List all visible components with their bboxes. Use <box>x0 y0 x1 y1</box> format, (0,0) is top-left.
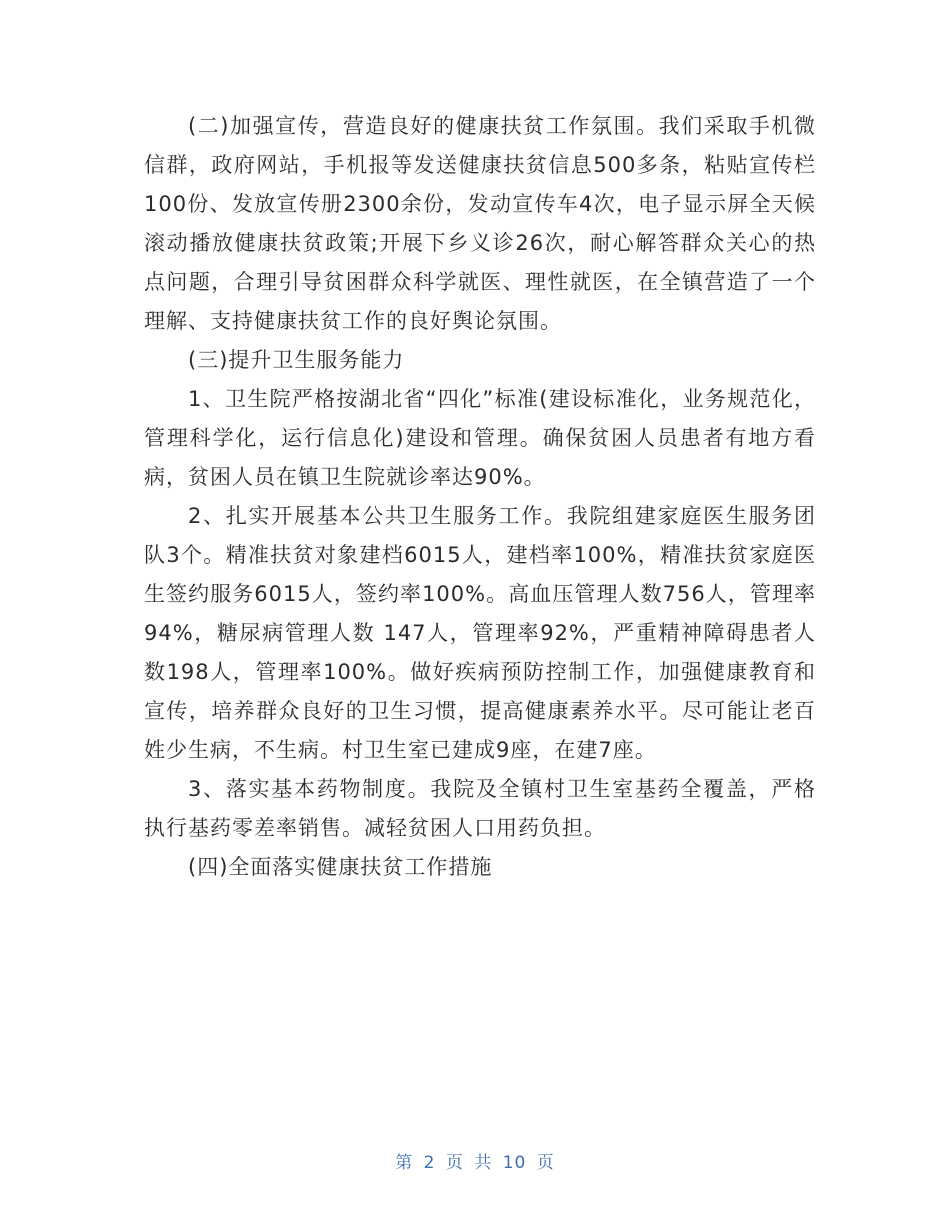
document-body <box>144 107 816 887</box>
heading-service-capacity: (三)提升卫生服务能力 <box>188 348 405 372</box>
paragraph-publicity: (二)加强宣传，营造良好的健康扶贫工作氛围。我们采取手机微信群，政府网站，手机报等发送健康扶贫信息500多条，粘贴宣传栏100份、发放宣传册2300余份，发动宣传车4次，电子显示屏全天候滚动播放健康扶贫政策;开展下乡义诊26次，耐心解答群众关心的热点问题，合理引导贫困群众科学就医、理性就医，在全镇营造了一个理解、支持健康扶贫工作的良好舆论氛围。 <box>144 114 816 333</box>
paragraph-essential-drugs: 3、落实基本药物制度。我院及全镇村卫生室基药全覆盖，严格执行基药零差率销售。减轻贫困人口用药负担。 <box>144 777 816 840</box>
paragraph-hospital-standard: 1、卫生院严格按湖北省“四化”标准(建设标准化，业务规范化，管理科学化，运行信息化)建设和管理。确保贫困人员患者有地方看病，贫困人员在镇卫生院就诊率达90%。 <box>144 387 816 489</box>
page-footer: 第 2 页 共 10 页 <box>395 1153 555 1173</box>
heading-implementation-measures: (四)全面落实健康扶贫工作措施 <box>188 855 493 879</box>
paragraph-public-health: 2、扎实开展基本公共卫生服务工作。我院组建家庭医生服务团队3个。精准扶贫对象建档6015人，建档率100%，精准扶贫家庭医生签约服务6015人，签约率100%。高血压管理人数756人，管理率94%，糖尿病管理人数 147人，管理率92%，严重精神障碍患者人数198人，管理率100%。做好疾病预防控制工作，加强健康教育和宣传，培养群众良好的卫生习惯，提高健康素养水平。尽可能让老百姓少生病，不生病。村卫生室已建成9座，在建7座。 <box>144 504 816 762</box>
